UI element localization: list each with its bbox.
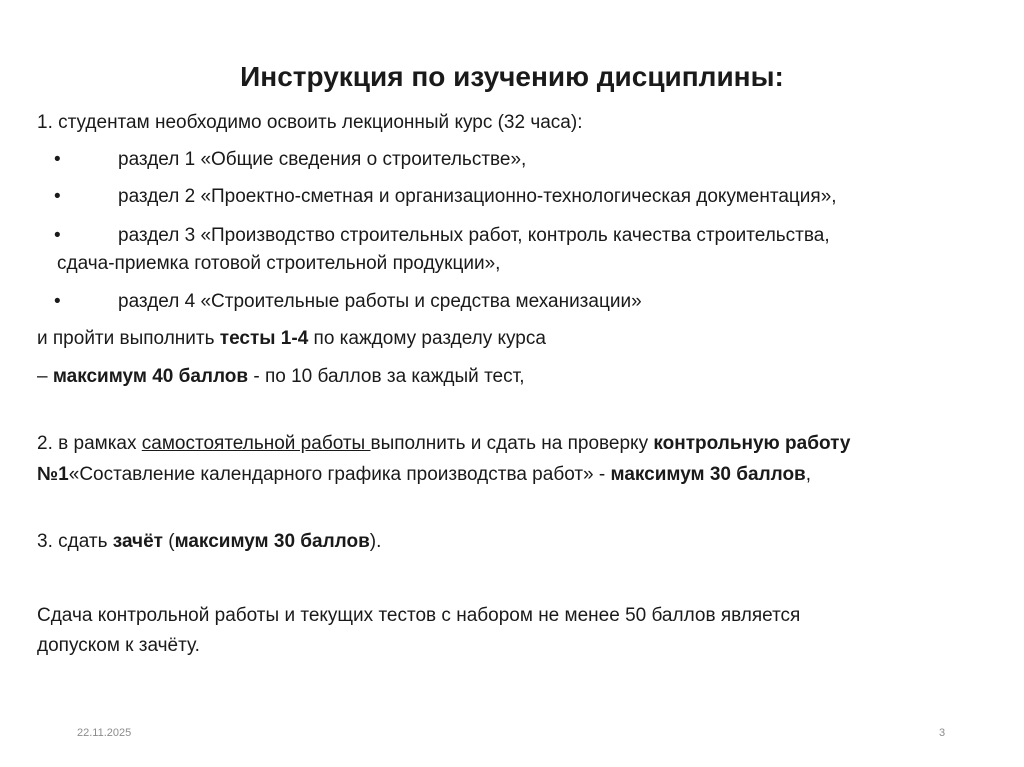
item3-text-1: 3. сдать: [37, 531, 113, 552]
item3-text-2: (: [162, 531, 175, 552]
admission-line-2: допуском к зачёту.: [37, 635, 200, 656]
item2-line2: [37, 461, 811, 489]
tests-text-bold: тесты 1-4: [219, 328, 309, 349]
item2-bold-1: контрольную работу: [653, 433, 851, 454]
tests-line: [37, 325, 546, 353]
item2-text-3: «Составление календарного графика производства работ» -: [68, 464, 611, 485]
slide-title: Инструкция по изучению дисциплины:: [240, 61, 784, 92]
tests-text-pre: и пройти выполнить: [37, 328, 220, 349]
bullet-item-2: раздел 2 «Проектно-сметная и организационно-технологическая документация»,: [118, 186, 837, 207]
bullet-marker: •: [54, 186, 61, 207]
max-points-line: [37, 363, 525, 391]
footer-page-number: 3: [939, 727, 946, 739]
bullet-marker: •: [54, 291, 61, 312]
bullet-marker: •: [54, 225, 61, 246]
admission-line-1: Сдача контрольной работы и текущих тестов с набором не менее 50 баллов является: [37, 605, 801, 626]
item3-line: [37, 528, 381, 556]
max-text-bold: максимум 40 баллов: [52, 366, 249, 387]
max-text-pre: –: [37, 366, 53, 387]
bullet-item-3-continuation: сдача-приемка готовой строительной продукции»,: [57, 253, 501, 274]
item2-bold-3: максимум 30 баллов: [610, 464, 806, 485]
item2-text-1: 2. в рамках: [37, 433, 142, 454]
item3-bold-1: зачёт: [112, 531, 163, 552]
max-text-post: - по 10 баллов за каждый тест,: [248, 366, 525, 387]
item2-bold-2: №1: [37, 464, 69, 485]
item2-text-4: ,: [805, 464, 812, 485]
footer-date: 22.11.2025: [77, 727, 132, 739]
bullet-item-1: раздел 1 «Общие сведения о строительстве»,: [118, 149, 527, 170]
item1-intro: 1. студентам необходимо освоить лекционный курс (32 часа):: [37, 112, 583, 133]
item3-bold-2: максимум 30 баллов: [174, 531, 370, 552]
tests-text-post: по каждому разделу курса: [308, 328, 546, 349]
item2-underlined: самостоятельной работы: [141, 433, 371, 454]
item2-text-2: выполнить и сдать на проверку: [370, 433, 654, 454]
bullet-item-3: раздел 3 «Производство строительных работ, контроль качества строительства,: [118, 225, 830, 246]
bullet-marker: •: [54, 149, 61, 170]
item3-text-3: ).: [369, 531, 382, 552]
item2-line1: [37, 430, 850, 458]
bullet-item-4: раздел 4 «Строительные работы и средства механизации»: [118, 291, 642, 312]
